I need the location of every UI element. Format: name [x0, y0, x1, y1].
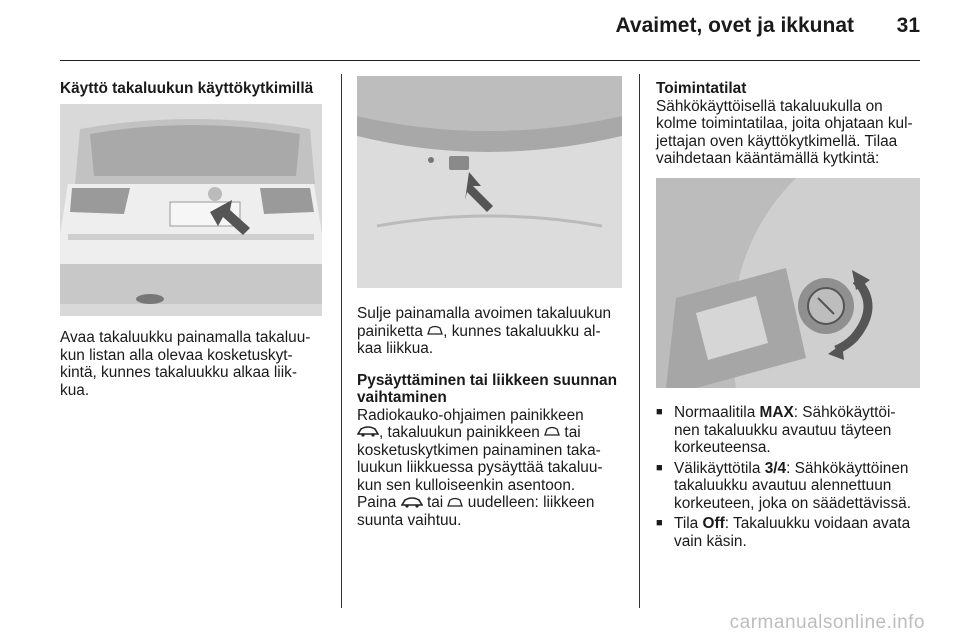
car-rear-icon — [60, 104, 322, 316]
page-header-title: Avaimet, ovet ja ikkunat — [615, 14, 854, 37]
section-heading: Käyttö takaluukun käyttökytkimillä — [60, 80, 314, 97]
body-line: kosketuskytkimen painaminen taka- — [357, 441, 601, 459]
remote-car-icon — [357, 424, 379, 442]
body-line: luukun liikkuessa pysäyttää takaluu- — [357, 459, 603, 477]
body-line: Radiokauko-ohjaimen painikkeen — [357, 406, 584, 424]
tailgate-exterior-illustration — [60, 104, 322, 316]
body-line: suunta vaihtuu. — [357, 512, 462, 530]
column-2-body — [357, 305, 637, 530]
body-line: kun listan alla olevaa kosketuskyt- — [60, 346, 293, 364]
body-line: Paina tai uudelleen: liikkeen — [357, 494, 595, 512]
body-line: kintä, kunnes takaluukku alkaa liik- — [60, 364, 297, 381]
section-heading: vaihtaminen — [357, 389, 447, 407]
trunk-button-icon — [544, 424, 560, 442]
body-line: kaa liikkua. — [357, 340, 434, 358]
body-line: Sähkökäyttöisellä takaluukulla on — [656, 97, 883, 115]
body-line: kun sen kulloiseenkin asentoon. — [357, 476, 576, 494]
body-line: kolme toimintatilaa, joita ohjataan kul- — [656, 115, 913, 132]
watermark: carmanualsonline.info — [729, 612, 925, 633]
header-rule — [60, 60, 920, 61]
column-1-body — [60, 329, 335, 399]
list-item: ■ Normaalitila MAX: Sähkökäyttöi- nen takaluukku avautuu täyteen korkeuteensa. — [656, 404, 926, 457]
remote-car-icon — [401, 495, 423, 513]
mode-list — [656, 404, 926, 550]
tailgate-inside-icon — [357, 76, 622, 288]
page-number: 31 — [896, 14, 920, 37]
body-line: Avaa takaluukku painamalla takaluu- — [60, 329, 311, 346]
column-1 — [60, 80, 335, 98]
column-3 — [656, 80, 926, 168]
trunk-button-icon — [447, 495, 463, 513]
body-line: kua. — [60, 381, 90, 399]
body-line: vaihdetaan kääntämällä kytkintä: — [656, 150, 880, 167]
rotary-switch-icon — [656, 178, 920, 388]
tailgate-interior-illustration — [357, 76, 622, 288]
door-switch-illustration — [656, 178, 920, 388]
section-heading: Pysäyttäminen tai liikkeen suunnan — [357, 371, 618, 389]
body-line: jettajan oven käyttökytkimellä. Tilaa — [656, 132, 898, 150]
column-divider-2 — [639, 74, 640, 608]
column-3-modes — [656, 404, 926, 553]
body-line: painiketta , kunnes takaluukku al- — [357, 322, 601, 340]
list-item: ■ Tila Off: Takaluukku voidaan avata vain käsin. — [656, 515, 926, 550]
column-divider-1 — [341, 74, 342, 608]
body-line: , takaluukun painikkeen tai — [357, 424, 637, 442]
trunk-button-icon — [427, 323, 443, 341]
section-heading: Toimintatilat — [656, 80, 747, 97]
body-line: Sulje painamalla avoimen takaluukun — [357, 305, 612, 322]
list-item: ■ Välikäyttötila 3/4: Sähkökäyttöinen takaluukku avautuu alennettuun korkeuteen, joka on säädettävissä. — [656, 460, 926, 513]
